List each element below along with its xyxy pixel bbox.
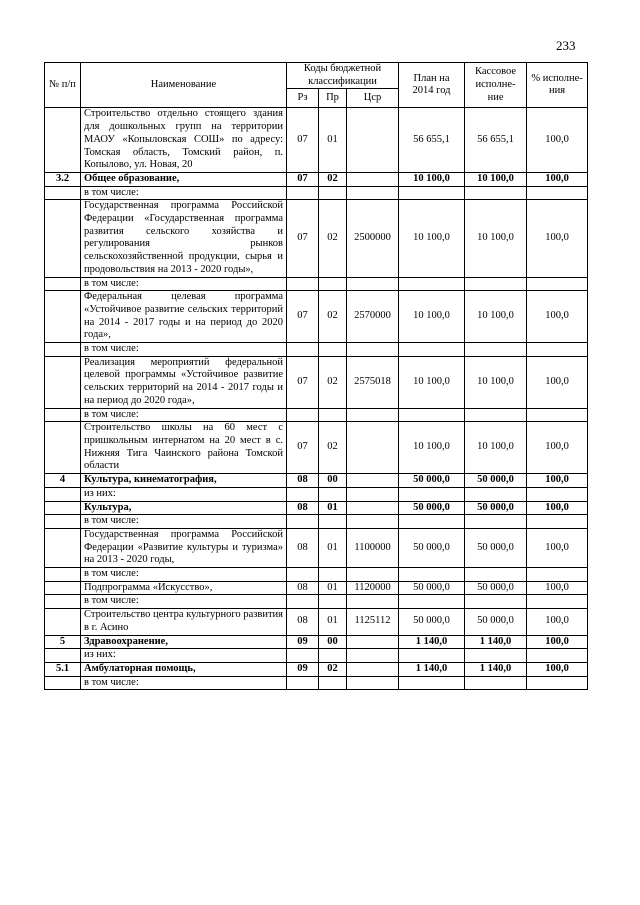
budget-execution-table xyxy=(44,62,588,690)
row-csr xyxy=(347,474,399,488)
row-pr: 01 xyxy=(319,501,347,515)
row-name: Строительство отдельно стоящего здания для дошкольных групп на территории МАОУ «Копыловская СОШ» по адресу: Томская область, Томский район, п. Копылово, ул. Новая, 20 xyxy=(81,108,287,173)
row-num xyxy=(45,649,81,663)
header-name: Наименование xyxy=(81,63,287,108)
row-plan: 10 100,0 xyxy=(399,291,465,343)
row-rz: 09 xyxy=(287,662,319,676)
page-number: 233 xyxy=(556,38,576,53)
header-codes: Коды бюджетной классификации xyxy=(287,63,399,89)
row-name: Культура, xyxy=(81,501,287,515)
header-cash: Кассовое исполне-ние xyxy=(465,63,527,108)
row-pr: 01 xyxy=(319,108,347,173)
row-num xyxy=(45,422,81,474)
row-num xyxy=(45,277,81,291)
row-rz: 08 xyxy=(287,501,319,515)
row-pr xyxy=(319,343,347,357)
row-num: 3.2 xyxy=(45,172,81,186)
row-name: в том числе: xyxy=(81,277,287,291)
row-name: в том числе: xyxy=(81,343,287,357)
row-pr xyxy=(319,487,347,501)
table-row xyxy=(45,422,588,474)
row-percent: 100,0 xyxy=(527,474,588,488)
row-num: 4 xyxy=(45,474,81,488)
row-rz xyxy=(287,186,319,200)
row-pr xyxy=(319,595,347,609)
row-csr xyxy=(347,635,399,649)
row-name: Общее образование, xyxy=(81,172,287,186)
row-num xyxy=(45,501,81,515)
row-percent: 100,0 xyxy=(527,501,588,515)
row-csr xyxy=(347,277,399,291)
row-pr: 01 xyxy=(319,609,347,635)
row-percent xyxy=(527,515,588,529)
table-row xyxy=(45,581,588,595)
row-name: Федеральная целевая программа «Устойчивое развитие сельских территорий на 2014 - 2017 годы и на период до 2020 года», xyxy=(81,291,287,343)
table-row xyxy=(45,487,588,501)
row-name: Подпрограмма «Искусство», xyxy=(81,581,287,595)
row-percent xyxy=(527,277,588,291)
row-csr xyxy=(347,501,399,515)
row-pr: 01 xyxy=(319,528,347,567)
row-csr xyxy=(347,108,399,173)
row-percent xyxy=(527,343,588,357)
row-percent: 100,0 xyxy=(527,662,588,676)
row-percent xyxy=(527,649,588,663)
table-row xyxy=(45,474,588,488)
row-cash xyxy=(465,408,527,422)
row-rz xyxy=(287,676,319,690)
header-plan: План на 2014 год xyxy=(399,63,465,108)
row-csr xyxy=(347,186,399,200)
row-percent: 100,0 xyxy=(527,356,588,408)
row-cash xyxy=(465,186,527,200)
row-csr xyxy=(347,676,399,690)
row-name: Строительство центра культурного развития в г. Асино xyxy=(81,609,287,635)
row-cash xyxy=(465,487,527,501)
row-plan: 10 100,0 xyxy=(399,356,465,408)
row-plan xyxy=(399,343,465,357)
row-rz xyxy=(287,649,319,663)
table-row xyxy=(45,200,588,277)
row-pr xyxy=(319,515,347,529)
row-percent xyxy=(527,487,588,501)
table-row xyxy=(45,343,588,357)
row-rz xyxy=(287,487,319,501)
table-row xyxy=(45,186,588,200)
header-percent: % исполне-ния xyxy=(527,63,588,108)
row-num xyxy=(45,186,81,200)
row-num xyxy=(45,581,81,595)
row-num: 5 xyxy=(45,635,81,649)
table-row xyxy=(45,662,588,676)
row-plan xyxy=(399,676,465,690)
row-name: в том числе: xyxy=(81,595,287,609)
row-rz: 07 xyxy=(287,200,319,277)
row-name: в том числе: xyxy=(81,568,287,582)
table-row xyxy=(45,277,588,291)
row-num: 5.1 xyxy=(45,662,81,676)
row-plan: 50 000,0 xyxy=(399,501,465,515)
row-rz xyxy=(287,515,319,529)
table-row xyxy=(45,291,588,343)
row-pr xyxy=(319,408,347,422)
row-cash: 10 100,0 xyxy=(465,200,527,277)
row-pr: 02 xyxy=(319,200,347,277)
row-pr: 02 xyxy=(319,291,347,343)
row-cash: 1 140,0 xyxy=(465,662,527,676)
row-csr: 2500000 xyxy=(347,200,399,277)
table-row xyxy=(45,595,588,609)
row-rz: 08 xyxy=(287,528,319,567)
row-csr: 2575018 xyxy=(347,356,399,408)
row-csr: 1120000 xyxy=(347,581,399,595)
row-name: Реализация мероприятий федеральной целевой программы «Устойчивое развитие сельских территорий на 2014 - 2017 годы и на период до 2020 года», xyxy=(81,356,287,408)
row-plan: 10 100,0 xyxy=(399,172,465,186)
row-csr xyxy=(347,662,399,676)
row-cash: 10 100,0 xyxy=(465,422,527,474)
row-pr: 02 xyxy=(319,172,347,186)
row-rz: 07 xyxy=(287,422,319,474)
row-num xyxy=(45,595,81,609)
row-num xyxy=(45,343,81,357)
row-pr: 00 xyxy=(319,635,347,649)
table-row xyxy=(45,649,588,663)
row-pr xyxy=(319,676,347,690)
row-name: Амбулаторная помощь, xyxy=(81,662,287,676)
row-rz: 08 xyxy=(287,609,319,635)
row-csr: 1125112 xyxy=(347,609,399,635)
row-percent xyxy=(527,568,588,582)
row-cash xyxy=(465,649,527,663)
row-pr: 00 xyxy=(319,474,347,488)
header-pr: Пр xyxy=(319,89,347,108)
row-plan xyxy=(399,487,465,501)
row-name: Строительство школы на 60 мест с пришкольным интернатом на 20 мест в с. Нижняя Тига Чаинского района Томской области xyxy=(81,422,287,474)
row-cash: 10 100,0 xyxy=(465,356,527,408)
row-name: из них: xyxy=(81,649,287,663)
row-rz: 08 xyxy=(287,581,319,595)
row-csr xyxy=(347,568,399,582)
row-pr: 01 xyxy=(319,581,347,595)
row-percent: 100,0 xyxy=(527,200,588,277)
row-name: Здравоохранение, xyxy=(81,635,287,649)
row-num xyxy=(45,108,81,173)
row-cash: 10 100,0 xyxy=(465,291,527,343)
row-num xyxy=(45,528,81,567)
row-name: Государственная программа Российской Федерации «Государственная программа развития сельского хозяйства и регулирования рынков сельскохозяйственной продукции, сырья и продовольствия на 2013 - 2020 годы», xyxy=(81,200,287,277)
table-row xyxy=(45,172,588,186)
row-plan xyxy=(399,186,465,200)
row-csr xyxy=(347,595,399,609)
row-plan: 1 140,0 xyxy=(399,662,465,676)
row-name: Государственная программа Российской Федерации «Развитие культуры и туризма» на 2013 - 2020 годы, xyxy=(81,528,287,567)
row-plan: 10 100,0 xyxy=(399,422,465,474)
row-cash: 50 000,0 xyxy=(465,581,527,595)
row-csr xyxy=(347,172,399,186)
table-row xyxy=(45,515,588,529)
row-percent: 100,0 xyxy=(527,581,588,595)
row-rz: 07 xyxy=(287,291,319,343)
row-plan: 56 655,1 xyxy=(399,108,465,173)
row-name: в том числе: xyxy=(81,408,287,422)
row-pr xyxy=(319,186,347,200)
row-plan: 50 000,0 xyxy=(399,474,465,488)
row-num xyxy=(45,676,81,690)
row-plan xyxy=(399,568,465,582)
row-pr: 02 xyxy=(319,356,347,408)
row-plan: 10 100,0 xyxy=(399,200,465,277)
row-cash xyxy=(465,277,527,291)
table-row xyxy=(45,501,588,515)
row-percent xyxy=(527,186,588,200)
row-cash: 1 140,0 xyxy=(465,635,527,649)
row-pr: 02 xyxy=(319,422,347,474)
row-cash: 50 000,0 xyxy=(465,609,527,635)
header-csr: Цср xyxy=(347,89,399,108)
row-percent: 100,0 xyxy=(527,108,588,173)
row-num xyxy=(45,609,81,635)
row-num xyxy=(45,200,81,277)
row-cash xyxy=(465,595,527,609)
row-percent xyxy=(527,595,588,609)
row-num xyxy=(45,291,81,343)
row-cash: 50 000,0 xyxy=(465,528,527,567)
row-pr xyxy=(319,649,347,663)
table-row xyxy=(45,635,588,649)
row-csr xyxy=(347,487,399,501)
row-rz: 07 xyxy=(287,356,319,408)
row-rz xyxy=(287,568,319,582)
row-cash: 50 000,0 xyxy=(465,501,527,515)
table-row xyxy=(45,356,588,408)
row-plan xyxy=(399,649,465,663)
header-rz: Рз xyxy=(287,89,319,108)
row-csr: 2570000 xyxy=(347,291,399,343)
row-percent xyxy=(527,408,588,422)
row-csr: 1100000 xyxy=(347,528,399,567)
row-csr xyxy=(347,422,399,474)
row-cash: 56 655,1 xyxy=(465,108,527,173)
row-percent: 100,0 xyxy=(527,609,588,635)
row-num xyxy=(45,487,81,501)
row-cash xyxy=(465,343,527,357)
row-percent xyxy=(527,676,588,690)
row-num xyxy=(45,515,81,529)
row-pr: 02 xyxy=(319,662,347,676)
row-csr xyxy=(347,343,399,357)
row-rz: 07 xyxy=(287,172,319,186)
row-rz xyxy=(287,408,319,422)
table-row xyxy=(45,609,588,635)
row-plan: 1 140,0 xyxy=(399,635,465,649)
header-num: № п/п xyxy=(45,63,81,108)
row-plan xyxy=(399,515,465,529)
row-num xyxy=(45,356,81,408)
row-name: в том числе: xyxy=(81,676,287,690)
row-rz xyxy=(287,277,319,291)
row-pr xyxy=(319,277,347,291)
row-rz xyxy=(287,343,319,357)
row-csr xyxy=(347,515,399,529)
row-plan xyxy=(399,595,465,609)
row-cash xyxy=(465,676,527,690)
row-plan: 50 000,0 xyxy=(399,609,465,635)
row-cash xyxy=(465,568,527,582)
row-num xyxy=(45,408,81,422)
row-num xyxy=(45,568,81,582)
table-row xyxy=(45,528,588,567)
row-plan xyxy=(399,408,465,422)
row-name: из них: xyxy=(81,487,287,501)
row-rz: 09 xyxy=(287,635,319,649)
row-percent: 100,0 xyxy=(527,172,588,186)
row-plan: 50 000,0 xyxy=(399,528,465,567)
row-percent: 100,0 xyxy=(527,422,588,474)
table-row xyxy=(45,568,588,582)
row-name: в том числе: xyxy=(81,186,287,200)
row-percent: 100,0 xyxy=(527,528,588,567)
row-cash: 50 000,0 xyxy=(465,474,527,488)
row-name: в том числе: xyxy=(81,515,287,529)
table-row xyxy=(45,408,588,422)
row-cash xyxy=(465,515,527,529)
row-csr xyxy=(347,649,399,663)
row-rz: 08 xyxy=(287,474,319,488)
row-rz xyxy=(287,595,319,609)
table-body xyxy=(45,108,588,690)
row-plan xyxy=(399,277,465,291)
row-cash: 10 100,0 xyxy=(465,172,527,186)
row-percent: 100,0 xyxy=(527,291,588,343)
row-name: Культура, кинематография, xyxy=(81,474,287,488)
table-row xyxy=(45,676,588,690)
row-rz: 07 xyxy=(287,108,319,173)
row-csr xyxy=(347,408,399,422)
row-percent: 100,0 xyxy=(527,635,588,649)
table-row xyxy=(45,108,588,173)
row-plan: 50 000,0 xyxy=(399,581,465,595)
row-pr xyxy=(319,568,347,582)
